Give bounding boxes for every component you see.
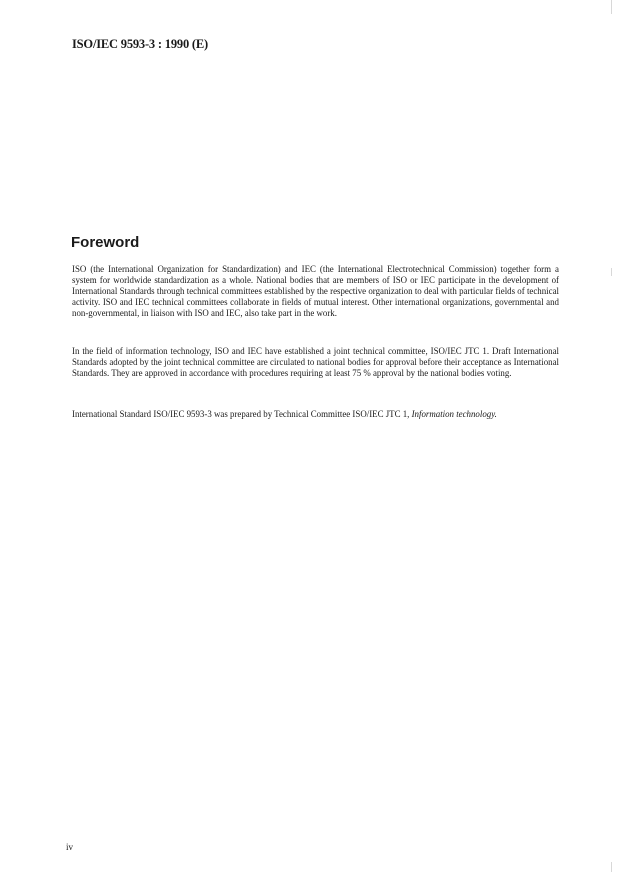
paragraph-3-text: International Standard ISO/IEC 9593-3 was prepared by Technical Committee ISO/IEC JTC 1, [72, 409, 412, 419]
foreword-paragraph-2: In the field of information technology, ISO and IEC have established a joint technical committee, ISO/IEC JTC 1. Draft International Standards adopted by the joint technical committee are circulated to national bodies for approval before their acceptance as International Standards. They are approved in accordance with procedures requiring at least 75 % approval by the national bodies voting. [72, 346, 559, 378]
scan-edge-mark-middle [611, 268, 612, 276]
scan-edge-mark-bottom [611, 862, 612, 872]
document-identifier: ISO/IEC 9593-3 : 1990 (E) [72, 37, 208, 51]
foreword-paragraph-1: ISO (the International Organization for Standardization) and IEC (the International Electrotechnical Commission) together form a system for worldwide standardization as a whole. National bodies that are members of ISO or IEC participate in the development of International Standards through technical committees established by the respective organization to deal with particular fields of technical activity. ISO and IEC technical committees collaborate in fields of mutual interest. Other international organizations, governmental and non-governmental, in liaison with ISO and IEC, also take part in the work. [72, 264, 559, 318]
page-number: iv [66, 842, 74, 852]
committee-name-italic: Information technology. [411, 409, 497, 419]
foreword-paragraph-3 [72, 409, 559, 420]
section-heading: Foreword [71, 234, 140, 251]
scan-edge-mark-top [611, 0, 612, 14]
